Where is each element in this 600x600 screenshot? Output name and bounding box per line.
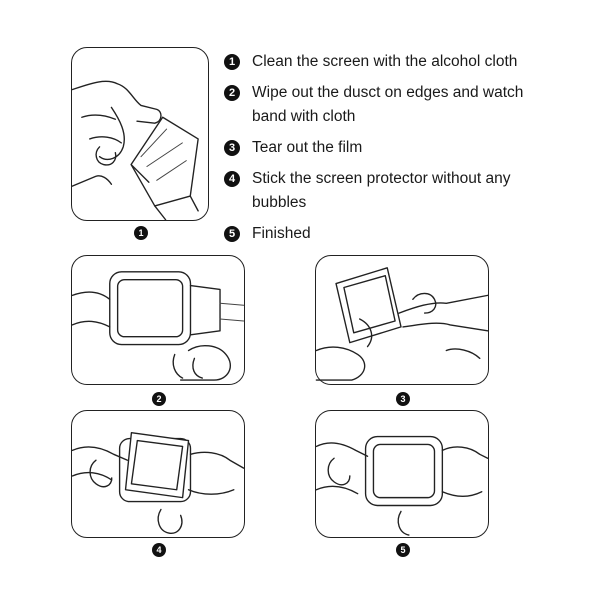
step-text: Clean the screen with the alcohol cloth [252, 53, 518, 70]
panel-2-illustration [71, 255, 245, 404]
step-5 [224, 222, 554, 246]
step-text: Wipe out the dusct on edges and watch band with cloth [252, 84, 524, 125]
step-text: Tear out the film [252, 139, 363, 156]
hand-wiping-watch-screen-illustration [72, 48, 208, 220]
panel-4-illustration [71, 410, 245, 555]
panel-1-illustration [71, 47, 209, 238]
hands-holding-finished-watch-illustration [316, 411, 488, 537]
step-3 [224, 136, 554, 160]
step-1 [224, 50, 554, 74]
hand-wiping-watch-band-illustration [72, 256, 244, 384]
panel-number-badge: 2 [152, 392, 166, 406]
panel-5-illustration [315, 410, 489, 555]
step-number-badge: 4 [224, 171, 240, 187]
panel-number-badge: 3 [396, 392, 410, 406]
step-4 [224, 167, 554, 215]
panel-number-badge: 1 [134, 226, 148, 240]
panel-number-badge: 5 [396, 543, 410, 557]
hands-tearing-film-illustration [316, 256, 488, 384]
step-text: Finished [252, 225, 311, 242]
step-number-badge: 3 [224, 140, 240, 156]
step-text: Stick the screen protector without any bubbles [252, 170, 511, 211]
step-number-badge: 5 [224, 226, 240, 242]
panel-3-illustration [315, 255, 489, 404]
step-number-badge: 2 [224, 85, 240, 101]
step-number-badge: 1 [224, 54, 240, 70]
hands-placing-protector-illustration [72, 411, 244, 537]
instruction-list [224, 50, 554, 253]
step-2 [224, 81, 554, 129]
panel-number-badge: 4 [152, 543, 166, 557]
